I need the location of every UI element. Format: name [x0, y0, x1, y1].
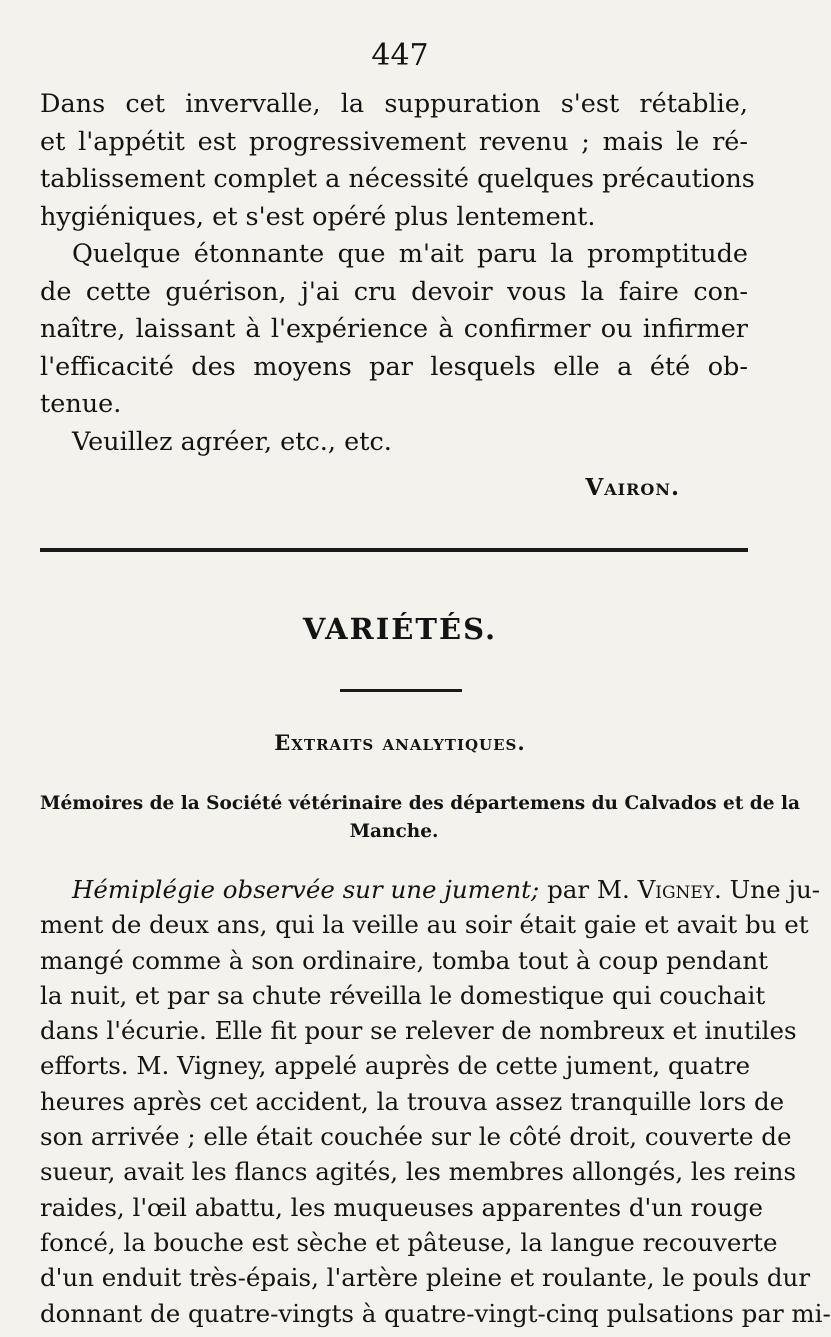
article-by: par M. — [547, 875, 630, 904]
text-line: mangé comme à son ordinaire, tomba tout à coup pendant — [40, 945, 768, 975]
article-title: Hémiplégie observée sur une jument; — [72, 875, 540, 904]
text-line: foncé, la bouche est sèche et pâteuse, la langue recouverte — [40, 1227, 778, 1257]
text-line: tablissement complet a nécessité quelques précautions — [40, 164, 755, 194]
text-line: Dans cet invervalle, la suppuration s'est rétablie, — [40, 89, 748, 119]
letter-body — [40, 86, 755, 461]
text-line: l'efficacité des moyens par lesquels elle a été ob- — [40, 351, 748, 382]
article-author: Vigney. — [637, 875, 722, 904]
signature: Vairon. — [585, 474, 680, 501]
title-rule — [340, 689, 462, 692]
text-line: hygiéniques, et s'est opéré plus lentement. — [40, 201, 596, 232]
text-line: heures après cet accident, la trouva assez tranquille lors de — [40, 1086, 785, 1116]
text-line: dans l'écurie. Elle fit pour se relever de nombreux et inutiles — [40, 1016, 797, 1046]
text-line: donnant de quatre-vingts à quatre-vingt-cinq pulsations par mi- — [40, 1298, 831, 1328]
page-number: 447 — [371, 38, 429, 73]
text-line: ment de deux ans, qui la veille au soir était gaie et avait bu et — [40, 910, 809, 940]
text-line: Quelque étonnante que m'ait paru la promptitude — [72, 239, 748, 269]
text-line: la nuit, et par sa chute réveilla le domestique qui couchait — [40, 980, 766, 1010]
text-line: tenue. — [40, 389, 122, 419]
journal-title-line: Manche. — [349, 821, 439, 842]
text-line: et l'appétit est progressivement revenu ; mais le ré- — [40, 126, 748, 157]
article-body — [40, 872, 831, 1331]
section-divider — [40, 548, 748, 552]
text-line: d'un enduit très-épais, l'artère pleine et roulante, le pouls dur — [40, 1263, 811, 1293]
text-line: efforts. M. Vigney, appelé auprès de cette jument, quatre — [40, 1051, 751, 1081]
text-line: raides, l'œil abattu, les muqueuses apparentes d'un rouge — [40, 1192, 764, 1222]
text-line: sueur, avait les flancs agités, les membres allongés, les reins — [40, 1157, 797, 1187]
text-line: Veuillez agréer, etc., etc. — [72, 426, 392, 457]
article-first-text: Une ju- — [729, 875, 821, 904]
text-line: de cette guérison, j'ai cru devoir vous la faire con- — [40, 276, 748, 307]
section-title: VARIÉTÉS. — [302, 612, 498, 646]
journal-title — [40, 790, 800, 846]
article-first-line — [40, 872, 821, 907]
journal-title-line: Mémoires de la Société vétérinaire des départemens du Calvados et de la — [40, 793, 800, 814]
text-line: son arrivée ; elle était couchée sur le côté droit, couverte de — [40, 1122, 792, 1152]
section-subtitle: Extraits analytiques. — [274, 730, 526, 755]
text-line: naître, laissant à l'expérience à confirmer ou infirmer — [40, 314, 748, 344]
